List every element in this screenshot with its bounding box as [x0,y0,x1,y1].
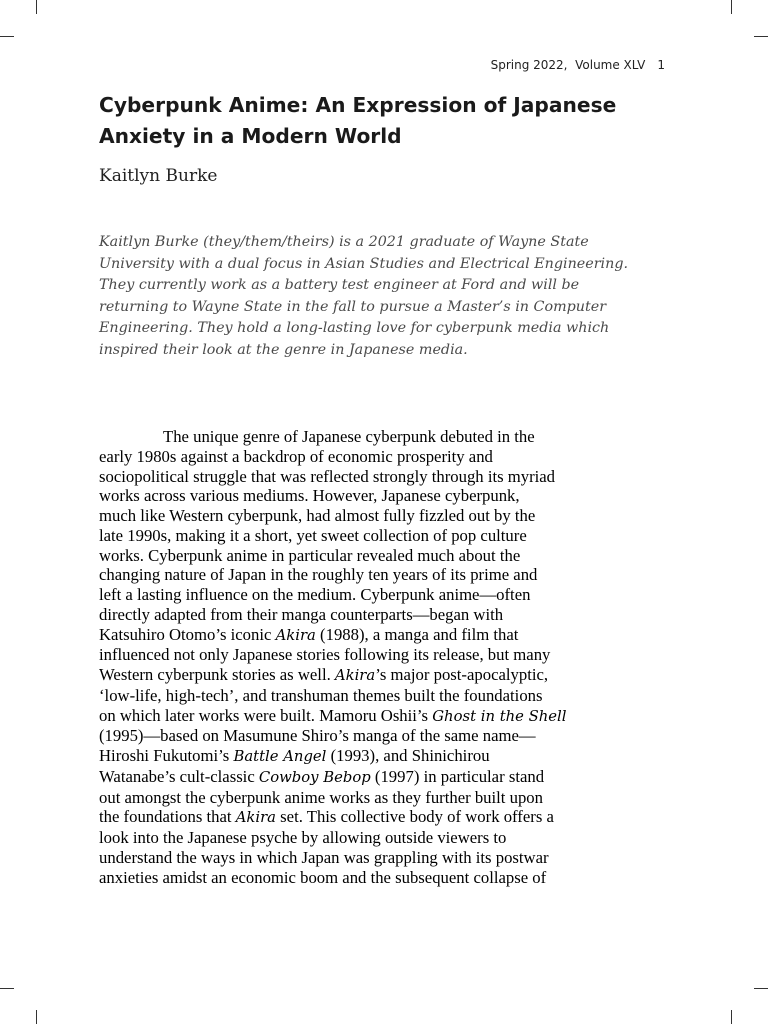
crop-mark-top-left-vertical [36,0,37,14]
article-title: Cyberpunk Anime: An Expression of Japanese Anxiety in a Modern World [99,93,617,148]
body-text-run: ’s major post-apocalyptic, [375,665,549,684]
issue-label: Spring 2022, Volume XLV [490,58,646,72]
work-title-cowboy-bebop: Cowboy Bebop [258,768,371,786]
work-title-akira: Akira [235,809,276,827]
body-line [99,706,632,727]
body-text-run: Katsuhiro Otomo’s iconic [99,624,276,644]
body-line: late 1990s, making it a short, yet sweet collection of pop culture [99,525,527,545]
body-text-run: on which later works were built. Mamoru Oshii’s [99,705,433,725]
body-line: early 1980s against a backdrop of economic prosperity and [99,446,493,466]
body-line: directly adapted from their manga counterparts—began with [99,604,504,624]
body-line: left a lasting influence on the medium. Cyberpunk anime—often [99,585,531,604]
body-line [99,746,632,767]
crop-mark-top-left [0,36,14,37]
crop-mark-top-right-vertical [731,0,732,14]
body-line: (1995)—based on Masumune Shiro’s manga of the same name— [99,726,536,746]
body-line: changing nature of Japan in the roughly ten years of its prime and [99,565,538,585]
crop-mark-top-right [754,36,768,37]
body-text-run: Hiroshi Fukutomi’s [99,746,234,765]
body-text-run: (1988), a manga and film that [315,624,519,644]
body-line: sociopolitical struggle that was reflected strongly through its myriad [99,466,556,486]
body-line [99,665,632,686]
body-line [99,625,632,646]
work-title-akira: Akira [275,626,316,644]
article-author: Kaitlyn Burke [99,166,218,186]
body-line: ‘low-life, high-tech’, and transhuman themes built the foundations [99,685,543,705]
crop-mark-bottom-left [0,988,14,989]
running-head [491,58,665,72]
body-line [99,767,632,788]
crop-mark-bottom-left-vertical [36,1010,37,1024]
body-text-run: the foundations that [99,807,236,827]
body-line: The unique genre of Japanese cyberpunk debuted in the [163,427,535,446]
body-text-run: set. This collective body of work offers a [276,807,554,827]
body-text-run: (1993), and Shinichirou [326,746,490,765]
body-text-run: Watanabe’s cult-classic [99,766,259,786]
body-line: understand the ways in which Japan was grappling with its postwar [99,847,549,867]
body-line: influenced not only Japanese stories following its release, but many [99,645,551,665]
work-title-akira: Akira [334,667,376,684]
crop-mark-bottom-right-vertical [731,1010,732,1024]
crop-mark-bottom-right [754,988,768,989]
body-line: works. Cyberpunk anime in particular revealed much about the [99,545,521,565]
article-body [99,427,632,887]
body-line: look into the Japanese psyche by allowing outside viewers to [99,828,507,847]
body-text-run: (1997) in particular stand [370,766,545,786]
body-line [99,807,632,828]
body-line: anxieties amidst an economic boom and the subsequent collapse of [99,867,547,887]
body-text-run: Western cyberpunk stories as well. [99,665,335,684]
body-line: out amongst the cyberpunk anime works as they further built upon [99,787,543,807]
author-bio: Kaitlyn Burke (they/them/theirs) is a 2021 graduate of Wayne State University with a dual focus in Asian Studies and Electrical Engineering. They currently work as a battery test engineer at Ford and will be returning to Wayne State in the fall to pursue a Master’s in Computer Engineering. They hold a long-lasting love for cyberpunk media which inspired their look at the genre in Japanese media. [99,234,629,358]
body-line: much like Western cyberpunk, had almost fully fizzled out by the [99,506,536,525]
work-title-battle-angel: Battle Angel [233,748,327,765]
work-title-ghost-in-the-shell: Ghost in the Shell [432,707,567,725]
page-number: 1 [657,58,665,72]
body-line: works across various mediums. However, Japanese cyberpunk, [99,486,520,506]
